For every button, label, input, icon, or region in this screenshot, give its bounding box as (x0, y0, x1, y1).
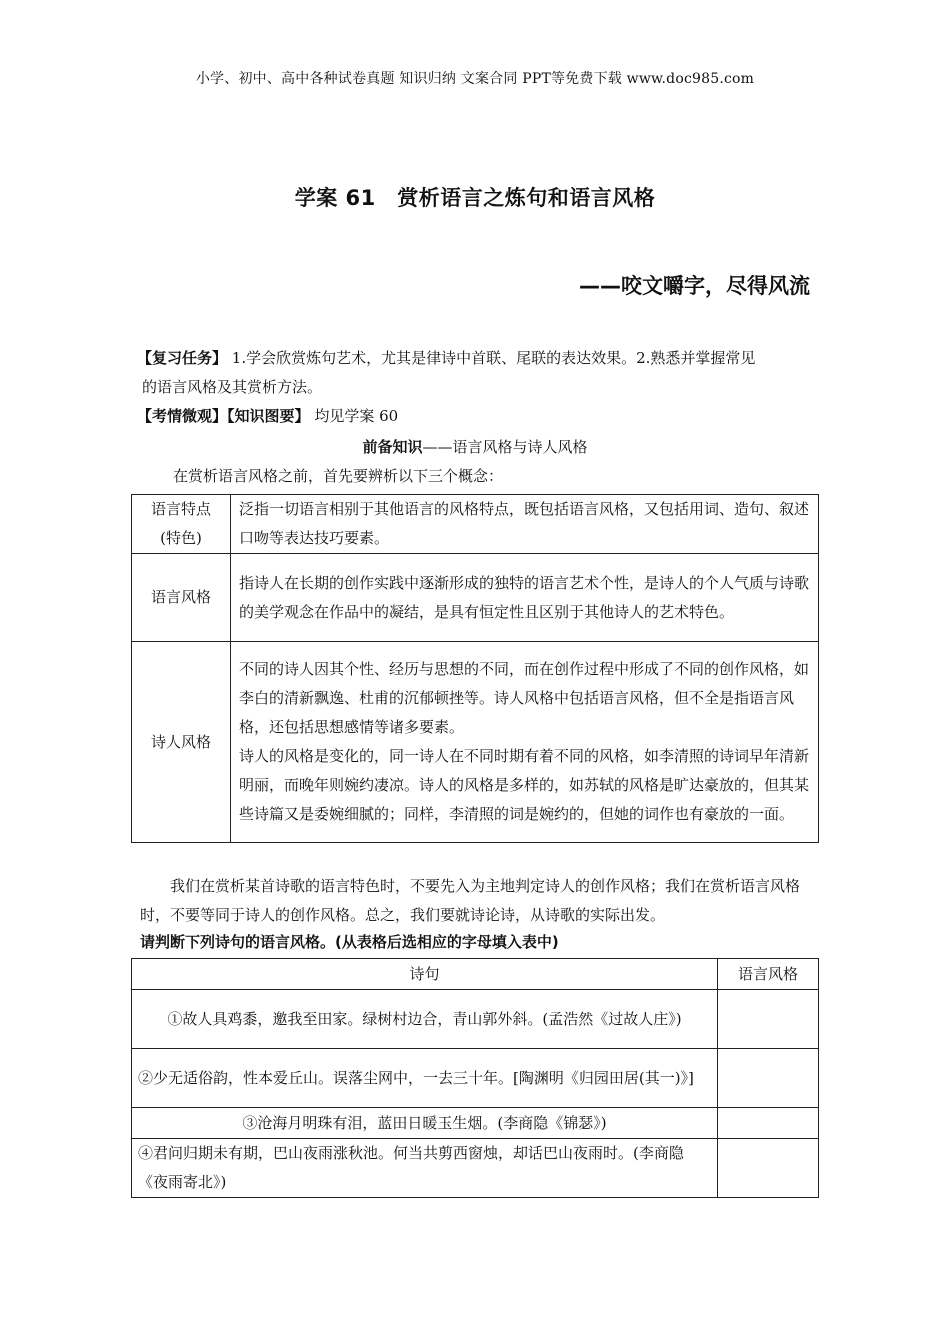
poem-table (131, 958, 819, 1198)
review-task (137, 344, 815, 402)
page-title: 学案 61 赏析语言之炼句和语言风格 (294, 186, 656, 210)
table-row (132, 495, 819, 554)
poem-cell: ②少无适俗韵，性本爱丘山。误落尘网中，一去三十年。[陶渊明《归园田居(其一)》] (132, 1049, 718, 1108)
concept-definition-part1: 不同的诗人因其个性、经历与思想的不同，而在创作过程中形成了不同的创作风格，如李白的清新飘逸、杜甫的沉郁顿挫等。诗人风格中包括语言风格，但不全是指语言风格，还包括思想感情等诸多要素。 (239, 660, 810, 736)
intro-text: 在赏析语言风格之前，首先要辨析以下三个概念： (173, 467, 504, 485)
concept-term: 语言风格 (132, 554, 231, 642)
review-text-line2: 的语言风格及其赏析方法。 (142, 378, 323, 396)
poem-cell: ④君问归期未有期，巴山夜雨涨秋池。何当共剪西窗烛，却话巴山夜雨时。(李商隐《夜雨寄北》) (132, 1139, 718, 1198)
concept-term: 语言特点 (特色) (132, 495, 231, 554)
kaoqing-text: 均见学案 60 (314, 407, 399, 425)
table-row (132, 1108, 819, 1139)
poem-cell: ①故人具鸡黍，邀我至田家。绿树村边合，青山郭外斜。(孟浩然《过故人庄》) (132, 990, 718, 1049)
table-row (132, 1139, 819, 1198)
concept-definition: 指诗人在长期的创作实践中逐渐形成的独特的语言艺术个性，是诗人的个人气质与诗歌的美学观念在作品中的凝结，是具有恒定性且区别于其他诗人的艺术特色。 (231, 554, 819, 642)
prelim-heading-bold: 前备知识 (362, 438, 423, 456)
concept-definition: 泛指一切语言相别于其他语言的风格特点，既包括语言风格，又包括用词、造句、叙述口吻等表达技巧要素。 (231, 495, 819, 554)
answer-cell[interactable] (718, 1049, 819, 1108)
concept-term: 诗人风格 (132, 642, 231, 843)
kaoqing-line (137, 402, 815, 431)
concept-table (131, 494, 819, 843)
note-paragraph: 我们在赏析某首诗歌的语言特色时，不要先入为主地判定诗人的创作风格；我们在赏析语言风格时，不要等同于诗人的创作风格。总之，我们要就诗论诗，从诗歌的实际出发。 (140, 877, 801, 924)
page-subtitle: ——咬文嚼字，尽得风流 (579, 274, 810, 298)
table-row (132, 1049, 819, 1108)
style-column-header: 语言风格 (718, 959, 819, 990)
table-row (132, 642, 819, 843)
table-header-row (132, 959, 819, 990)
concept-definition-part2: 诗人的风格是变化的，同一诗人在不同时期有着不同的风格，如李清照的诗词早年清新明丽，而晚年则婉约凄凉。诗人的风格是多样的，如苏轼的风格是旷达豪放的，但其某些诗篇又是委婉细腻的；同样，李清照的词是婉约的，但她的词作也有豪放的一面。 (239, 747, 810, 823)
zhishi-label: 【知识图要】 (227, 407, 310, 425)
site-header: 小学、初中、高中各种试卷真题 知识归纳 文案合同 PPT等免费下载 www.doc985.com (195, 71, 755, 87)
poem-column-header: 诗句 (132, 959, 718, 990)
answer-cell[interactable] (718, 1108, 819, 1139)
poem-cell: ③沧海月明珠有泪，蓝田日暖玉生烟。(李商隐《锦瑟》) (132, 1108, 718, 1139)
table-row (132, 990, 819, 1049)
answer-cell[interactable] (718, 1139, 819, 1198)
review-label: 【复习任务】 (137, 349, 228, 367)
review-text-line1: 1.学会欣赏炼句艺术，尤其是律诗中首联、尾联的表达效果。2.熟悉并掌握常见 (231, 349, 756, 367)
table-row (132, 554, 819, 642)
kaoqing-label: 【考情微观】 (137, 407, 228, 425)
answer-cell[interactable] (718, 990, 819, 1049)
task-instruction: 请判断下列诗句的语言风格。(从表格后选相应的字母填入表中) (140, 933, 559, 951)
prelim-heading-rest: ——语言风格与诗人风格 (422, 438, 588, 456)
prelim-heading (0, 436, 950, 457)
concept-definition (231, 642, 819, 843)
